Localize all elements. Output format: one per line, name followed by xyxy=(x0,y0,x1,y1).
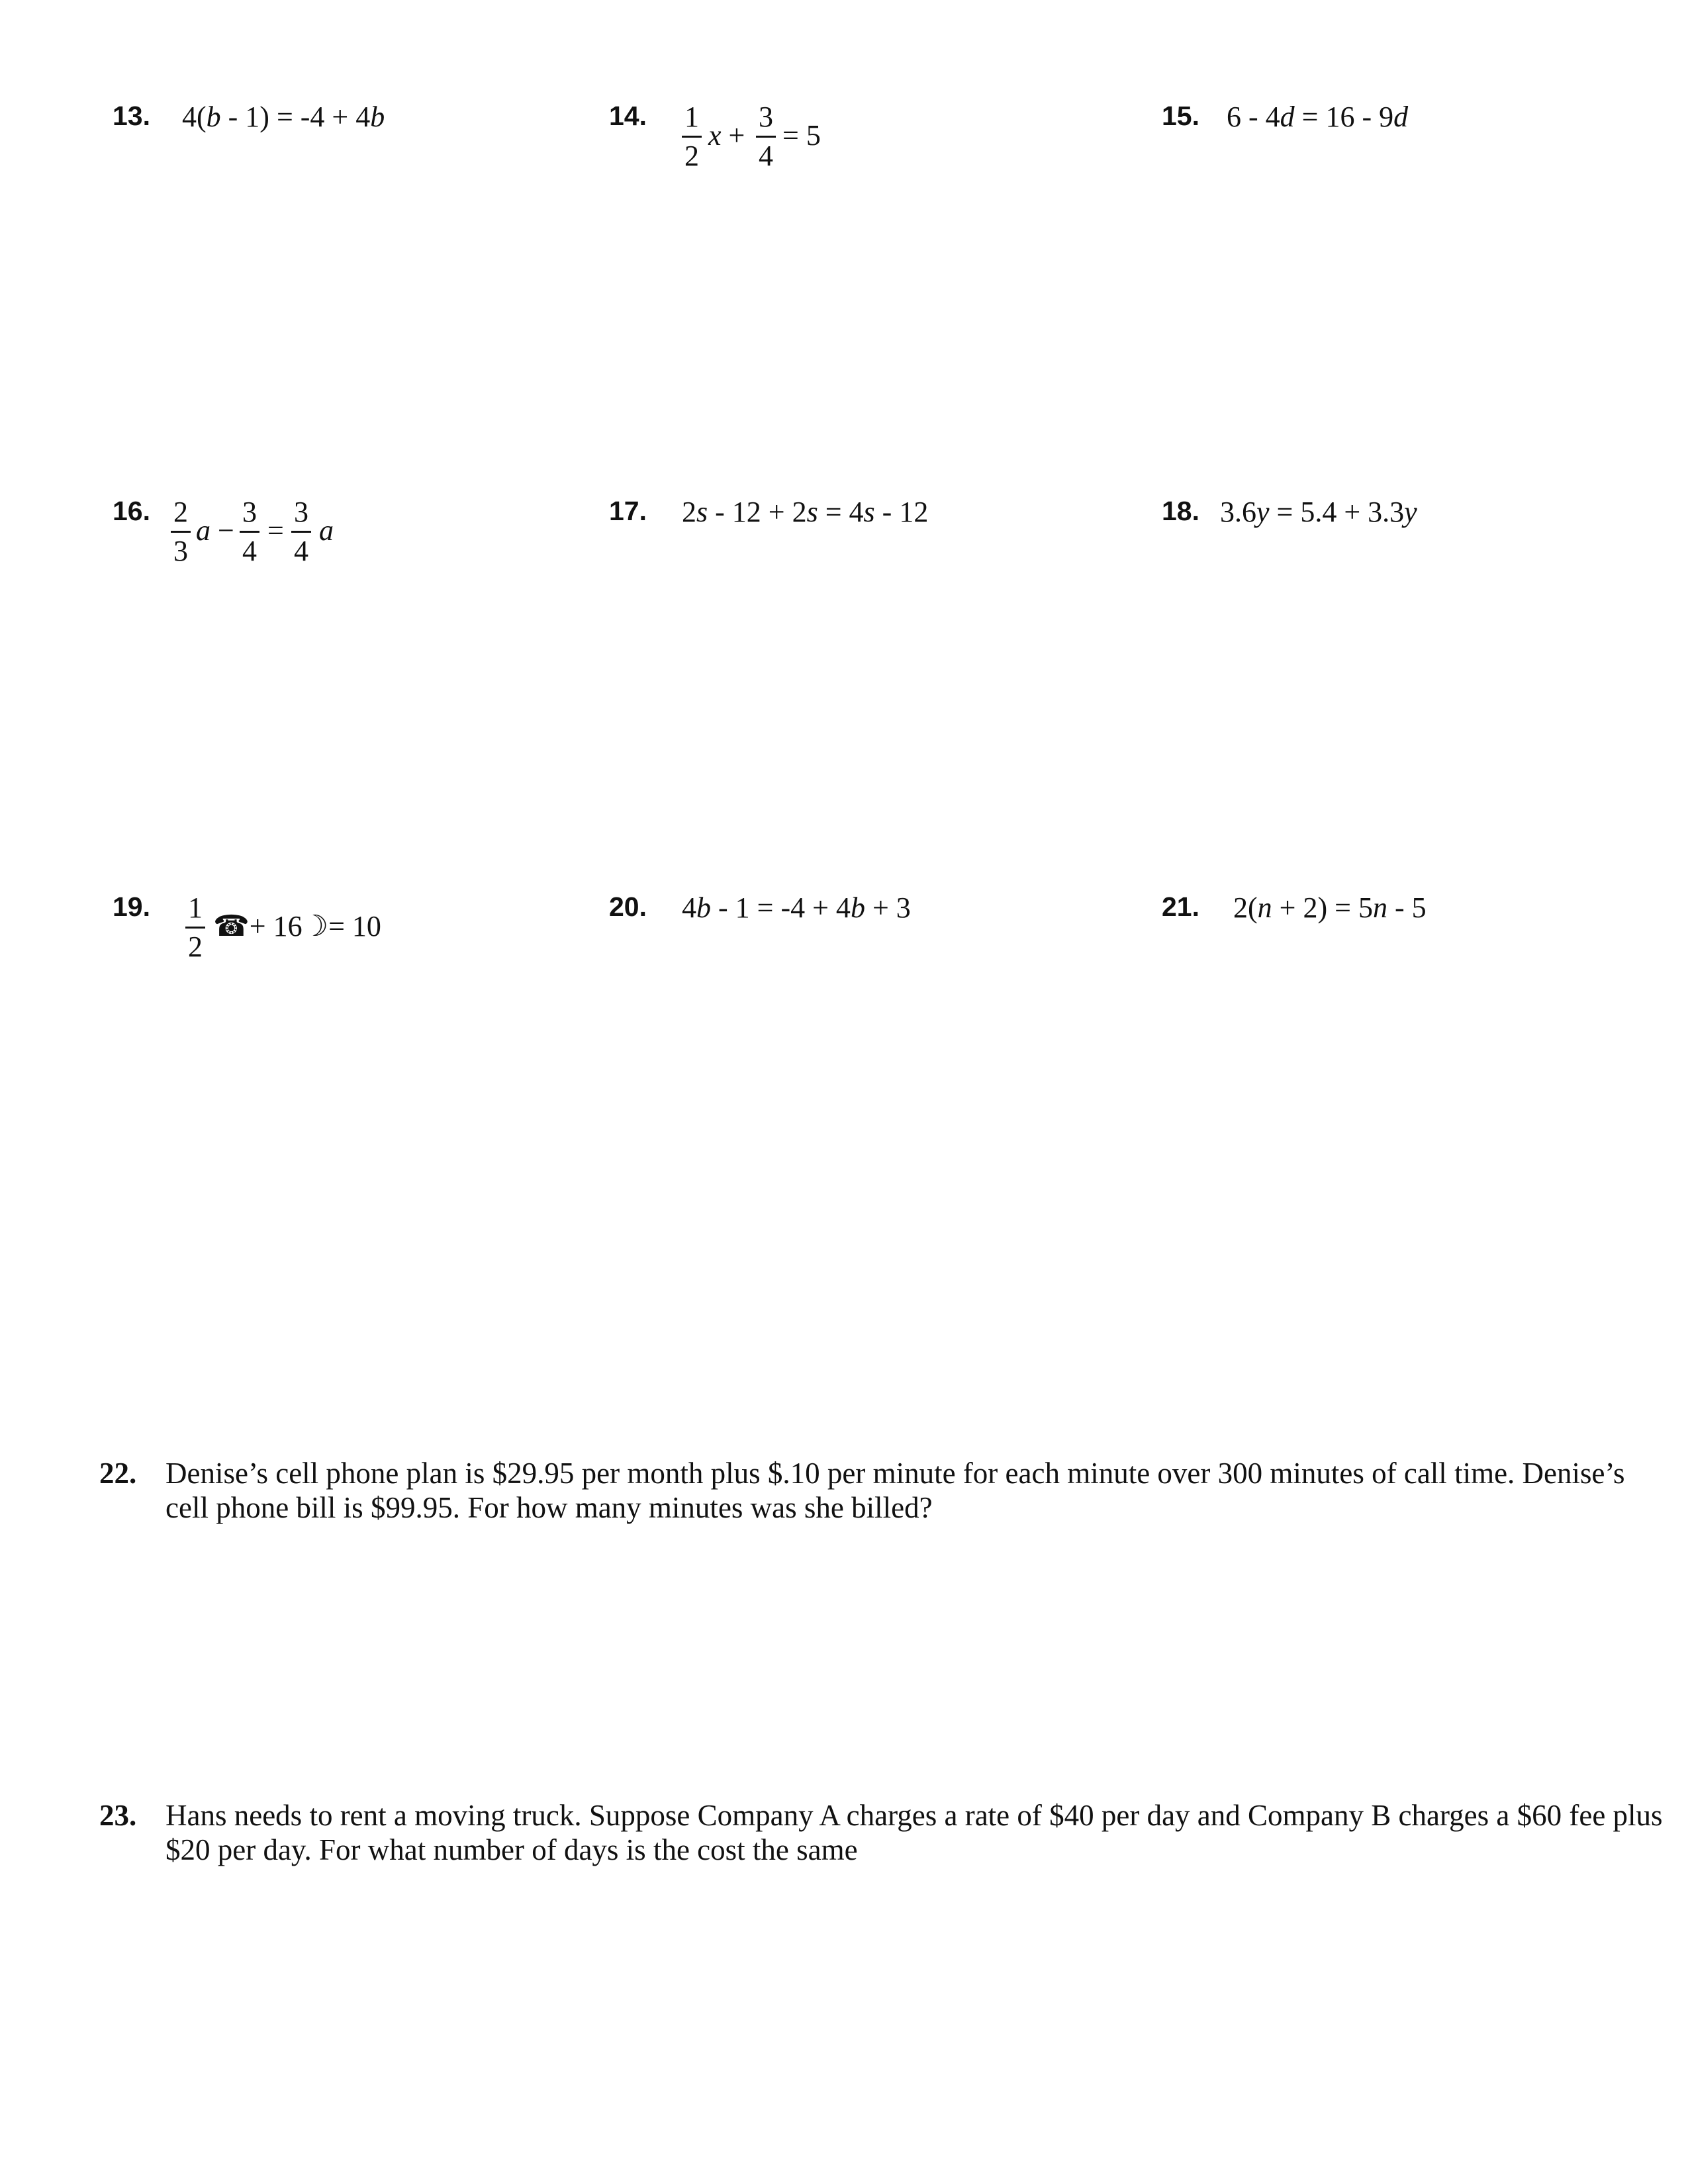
problem-number: 16. xyxy=(113,496,150,526)
problem-15 xyxy=(1162,103,1625,156)
equation: 4b - 1 = -4 + 4b + 3 xyxy=(682,891,911,924)
equation: 3.6y = 5.4 + 3.3y xyxy=(1220,496,1417,528)
problem-14: 14. 1 2 x + 3 4 = 5 xyxy=(609,101,821,172)
fraction: 3 4 xyxy=(291,498,311,566)
fraction: 1 2 xyxy=(682,103,702,171)
problem-number: 15. xyxy=(1162,101,1199,131)
fraction: 2 3 xyxy=(171,498,191,566)
problem-number: 17. xyxy=(609,496,647,526)
problem-19 xyxy=(113,893,576,973)
problem-17 xyxy=(609,498,1072,551)
problem-number: 22. xyxy=(99,1457,137,1490)
equation-rhs: = 5 xyxy=(782,119,821,152)
fraction: 1 2 xyxy=(185,893,205,962)
problem-number: 20. xyxy=(609,891,647,922)
variable: a xyxy=(196,514,211,547)
equation-rest: ☎+ 16☽= 10 xyxy=(213,910,381,942)
problem-20 xyxy=(609,893,1072,946)
problem-number: 14. xyxy=(609,101,647,131)
equation: 6 - 4d = 16 - 9d xyxy=(1227,101,1409,133)
equals-sign: = xyxy=(267,514,284,547)
problem-13 xyxy=(113,103,576,156)
problem-text: Denise’s cell phone plan is $29.95 per month plus $.10 per minute for each minute over 300 minutes of call time. Denise’s cell phone bill is $99.95. For how many minutes was she billed? xyxy=(165,1457,1625,1524)
fraction: 3 4 xyxy=(756,103,776,171)
problem-21 xyxy=(1162,893,1625,946)
problem-number: 13. xyxy=(113,101,150,131)
variable: a xyxy=(319,514,334,547)
equation: 2s - 12 + 2s = 4s - 12 xyxy=(682,496,929,528)
equation: 4(b - 1) = -4 + 4b xyxy=(182,101,385,133)
problem-16: 16. 2 3 a − 3 4 = 3 4 a xyxy=(113,496,334,567)
word-problem-23 xyxy=(99,1798,1675,1871)
variable: x xyxy=(708,119,722,152)
problem-text: Hans needs to rent a moving truck. Suppose Company A charges a rate of $40 per day and Company B charges a $60 fee plus $20 per day. For what number of days is the cost the same xyxy=(165,1799,1663,1866)
problem-18 xyxy=(1162,498,1625,551)
problem-number: 21. xyxy=(1162,891,1199,922)
problem-number: 23. xyxy=(99,1799,137,1832)
problem-number: 18. xyxy=(1162,496,1199,526)
word-problem-22 xyxy=(99,1456,1675,1529)
equation: 2(n + 2) = 5n - 5 xyxy=(1233,891,1427,924)
problem-number: 19. xyxy=(113,891,150,922)
fraction: 3 4 xyxy=(240,498,259,566)
